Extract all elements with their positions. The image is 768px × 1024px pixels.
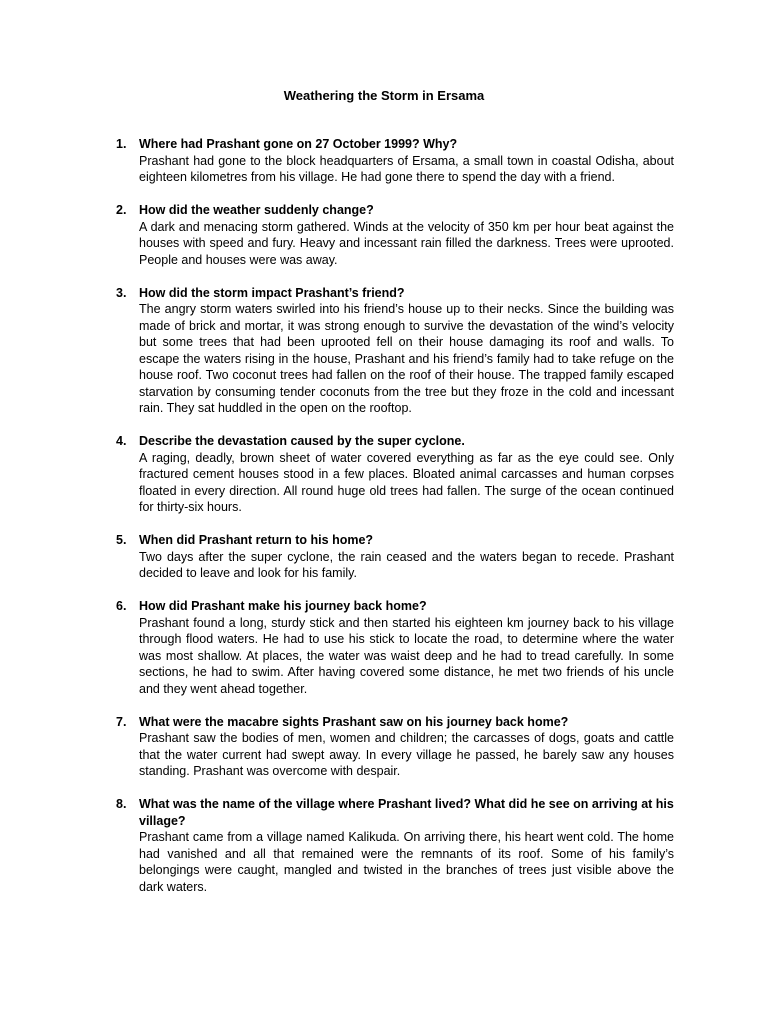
document-title: Weathering the Storm in Ersama <box>283 88 485 103</box>
question-number: 2. <box>116 203 127 217</box>
question-text: How did the weather suddenly change? <box>139 203 374 217</box>
question-text: How did the storm impact Prashant’s friend? <box>139 285 405 300</box>
answer-text: The angry storm waters swirled into his friend’s house up to their necks. Since the building was made of brick and mortar, it was strong enough to survive the devastation of the wind’s velocity but some trees that had been uprooted fell on their house damaging its roof and walls. To escape the waters rising in the house, Prashant and his friend’s family had to take refuge on the house roof. Two coconut trees had fallen on the roof of their house. The trapped family escaped starvation by consuming tender coconuts from the tree but they froze in the cold and incessant rain. They sat huddled in the open on the rooftop. <box>139 302 674 415</box>
question-item-2 <box>112 202 674 268</box>
question-text: What were the macabre sights Prashant saw on his journey back home? <box>139 714 569 729</box>
answer-text: Two days after the super cyclone, the rain ceased and the waters began to recede. Prashant decided to leave and look for his family. <box>139 549 674 580</box>
question-number: 6. <box>116 599 127 613</box>
question-text: Where had Prashant gone on 27 October 1999? Why? <box>139 137 458 151</box>
question-number: 8. <box>116 797 127 811</box>
answer-text: Prashant found a long, sturdy stick and then started his eighteen km journey back to his village through flood waters. He had to use his stick to locate the road, to determine where the water was most shallow. At places, the water was waist deep and he had to tread carefully. In some sections, he had to swim. After having covered some distance, he met two friends of his uncle and they went ahead together. <box>139 615 674 696</box>
question-number: 7. <box>116 714 127 729</box>
question-item-8 <box>112 796 674 895</box>
question-number: 1. <box>116 137 127 151</box>
answer-text: A dark and menacing storm gathered. Winds at the velocity of 350 km per hour beat against the houses with speed and fury. Heavy and incessant rain filled the darkness. Trees were uprooted. People and houses were was away. <box>139 219 674 267</box>
question-item-6 <box>112 598 674 697</box>
question-answer-list <box>112 136 674 912</box>
question-number: 5. <box>116 533 127 547</box>
question-item-1 <box>112 136 674 186</box>
answer-text: Prashant saw the bodies of men, women and children; the carcasses of dogs, goats and cattle that the water current had swept away. In every village he passed, he barely saw any houses standing. Prashant was overcome with despair. <box>139 731 674 778</box>
question-item-7 <box>112 714 674 780</box>
question-text: How did Prashant make his journey back home? <box>139 599 427 613</box>
answer-text: Prashant came from a village named Kalikuda. On arriving there, his heart went cold. The home had vanished and all that remained were the remnants of its roof. Some of his family’s belongings were caught, mangled and twisted in the branches of trees just visible above the dark waters. <box>139 830 674 894</box>
question-item-5 <box>112 532 674 582</box>
question-text: Describe the devastation caused by the super cyclone. <box>139 434 465 448</box>
answer-text: Prashant had gone to the block headquarters of Ersama, a small town in coastal Odisha, about eighteen kilometres from his village. He had gone there to spend the day with a friend. <box>139 153 674 184</box>
question-number: 3. <box>116 285 127 300</box>
question-item-3 <box>112 285 674 417</box>
question-text: When did Prashant return to his home? <box>139 533 374 547</box>
answer-text: A raging, deadly, brown sheet of water covered everything as far as the eye could see. Only fractured cement houses stood in a few places. Bloated animal carcasses and human corpses floated in every direction. All round huge old trees had fallen. The surge of the ocean continued for thirty-six hours. <box>139 450 674 514</box>
question-text: What was the name of the village where Prashant lived? What did he see on arriving at his village? <box>139 797 674 828</box>
question-number: 4. <box>116 434 127 448</box>
question-item-4 <box>112 433 674 516</box>
